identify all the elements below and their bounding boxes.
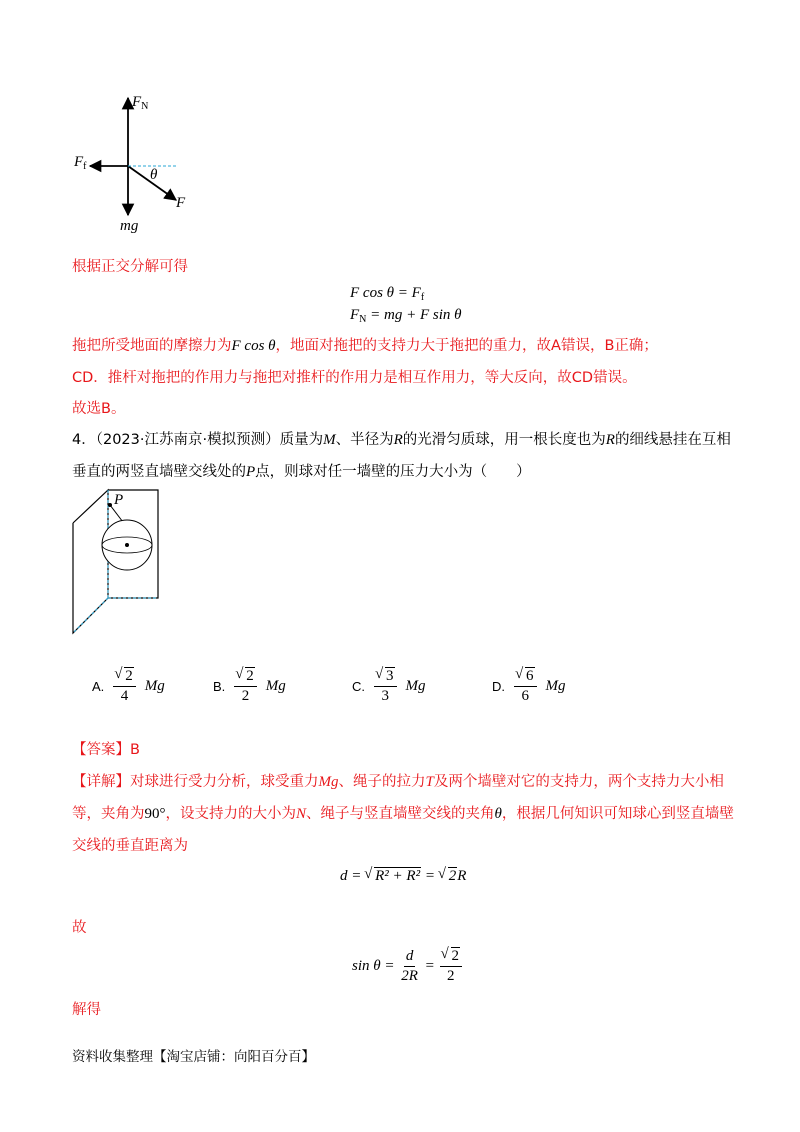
ff-label: $F_f$ <box>74 154 87 172</box>
option-d-unit: Mg <box>545 678 566 694</box>
option-a-fraction: √ $\frac{2}{4}$ <box>113 668 136 705</box>
option-c-unit: Mg <box>405 678 426 694</box>
answer-line: 【答案】B <box>72 742 140 758</box>
fn-label: $F_N$ <box>132 94 149 112</box>
cd-explanation: CD．推杆对拖把的作用力与拖把对推杆的作用力是相互作用力，等大反向，故CD错误。 <box>72 370 637 386</box>
option-c-fraction: √ $\frac{3}{3}$ <box>374 668 397 705</box>
f-label: F <box>176 195 186 211</box>
option-b[interactable] <box>213 668 286 705</box>
option-a-unit: Mg <box>144 678 165 694</box>
left-wall <box>73 490 108 633</box>
friction-explanation: 拖把所受地面的摩擦力为F cos θ，地面对拖把的支持力大于拖把的重力，故A错误，B正确； <box>72 338 658 354</box>
detail-line1: 【详解】对球进行受力分析，球受重力Mg、绳子的拉力T及两个墙壁对它的支持力，两个支持力大小相 <box>72 774 724 790</box>
equation-normal: $F_N$ = mg + F sin θ <box>350 307 462 325</box>
wall-ball-svg <box>70 488 180 638</box>
equation-friction: F $\cos \theta = F_f$ <box>350 285 425 303</box>
point-p-label: P <box>114 492 124 508</box>
option-a-label: A. <box>92 679 105 694</box>
option-d-fraction: √ $\frac{6}{6}$ <box>514 668 537 705</box>
theta-label: θ <box>150 167 158 183</box>
option-b-label: B. <box>213 679 226 694</box>
suspension-point <box>108 503 112 507</box>
option-c[interactable] <box>352 668 426 705</box>
detail-line3: 交线的垂直距离为 <box>72 838 188 854</box>
option-d-label: D. <box>492 679 505 694</box>
question-4-line1: 4．（2023·江苏南京·模拟预测）质量为M、半径为R的光滑匀质球，用一根长度也为R的细线悬挂在互相 <box>72 432 731 448</box>
choice-b-conclusion: 故选B。 <box>72 401 126 417</box>
decomposition-intro: 根据正交分解可得 <box>72 259 188 275</box>
force-diagram <box>60 88 210 238</box>
ball-center <box>125 543 129 547</box>
equation-distance: d = √ R² + R² = √ 2R <box>340 868 466 885</box>
option-c-label: C. <box>352 679 365 694</box>
therefore-label: 故 <box>72 920 87 936</box>
detail-line2: 等，夹角为90°，设支持力的大小为N、绳子与竖直墙壁交线的夹角θ，根据几何知识可知球心到竖直墙壁 <box>72 806 734 822</box>
option-a[interactable] <box>92 668 165 705</box>
question-4-line2: 垂直的两竖直墙壁交线处的P点，则球对任一墙壁的压力大小为（ ） <box>72 464 531 480</box>
footer-note: 资料收集整理【淘宝店铺：向阳百分百】 <box>72 1049 315 1065</box>
option-b-fraction: √ $\frac{2}{2}$ <box>234 668 257 705</box>
equation-sin-theta: sin θ = $\frac{d}{2R}$ = √ $\frac{2}{2}$ <box>352 948 463 985</box>
solve-label: 解得 <box>72 1002 101 1018</box>
option-d[interactable] <box>492 668 566 705</box>
mg-label: mg <box>120 218 139 234</box>
option-b-unit: Mg <box>265 678 286 694</box>
wall-ball-diagram <box>70 488 180 638</box>
